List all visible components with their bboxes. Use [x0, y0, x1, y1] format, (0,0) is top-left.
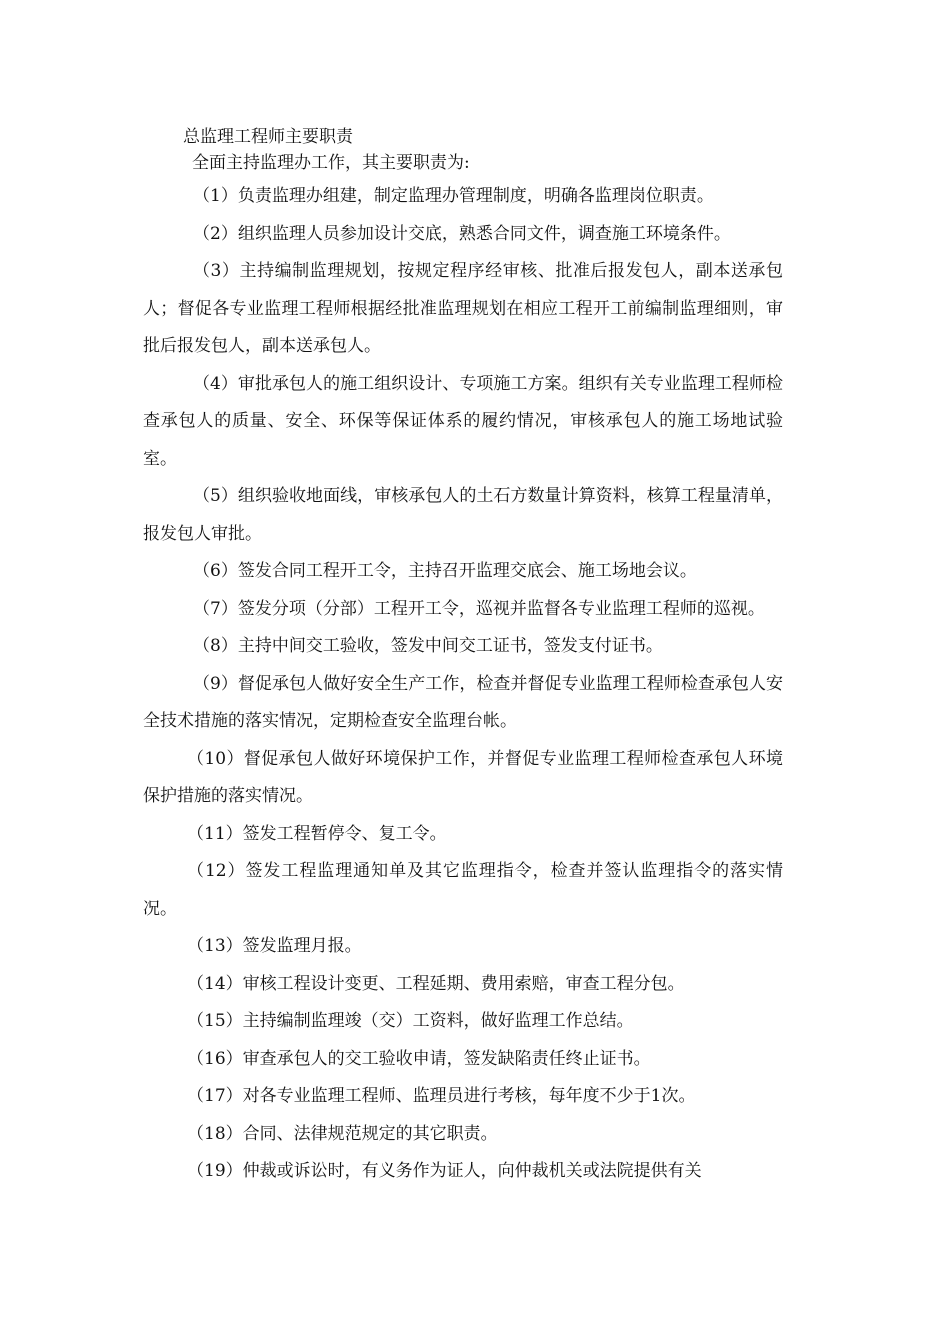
duty-item: （9）督促承包人做好安全生产工作，检查并督促专业监理工程师检查承包人安全技术措施的落实情况，定期检查安全监理台帐。: [143, 673, 783, 731]
duty-item: （7）签发分项（分部）工程开工令，巡视并监督各专业监理工程师的巡视。: [193, 598, 765, 619]
duty-item: （2）组织监理人员参加设计交底，熟悉合同文件，调查施工环境条件。: [193, 223, 731, 244]
duty-item: （10）督促承包人做好环境保护工作，并督促专业监理工程师检查承包人环境保护措施的落实情况。: [143, 748, 783, 806]
duty-item: （17）对各专业监理工程师、监理员进行考核，每年度不少于1次。: [187, 1086, 696, 1106]
duty-item: （16）审查承包人的交工验收申请，签发缺陷责任终止证书。: [187, 1048, 651, 1069]
duty-item: （12）签发工程监理通知单及其它监理指令，检查并签认监理指令的落实情况。: [143, 861, 783, 919]
duty-item: （8）主持中间交工验收，签发中间交工证书，签发支付证书。: [193, 636, 663, 656]
duty-item: （5）组织验收地面线，审核承包人的土石方数量计算资料，核算工程量清单，报发包人审批。: [143, 486, 783, 544]
duty-item: （1）负责监理办组建，制定监理办管理制度，明确各监理岗位职责。: [193, 186, 714, 206]
duty-item: （15）主持编制监理竣（交）工资料，做好监理工作总结。: [187, 1011, 634, 1031]
duty-item: （3）主持编制监理规划，按规定程序经审核、批准后报发包人，副本送承包人；督促各专业监理工程师根据经批准监理规划在相应工程开工前编制监理细则，审批后报发包人，副本送承包人。: [143, 261, 783, 356]
duty-item: （18）合同、法律规范规定的其它职责。: [187, 1123, 498, 1144]
duty-item: （6）签发合同工程开工令，主持召开监理交底会、施工场地会议。: [193, 561, 697, 581]
duty-item: （4）审批承包人的施工组织设计、专项施工方案。组织有关专业监理工程师检查承包人的质量、安全、环保等保证体系的履约情况，审核承包人的施工场地试验室。: [143, 373, 783, 469]
duty-item: （14）审核工程设计变更、工程延期、费用索赔，审查工程分包。: [187, 973, 685, 994]
duties-list: [143, 178, 783, 1191]
duty-item: （19）仲裁或诉讼时，有义务作为证人，向仲裁机关或法院提供有关: [187, 1161, 702, 1181]
duty-item: （11）签发工程暂停令、复工令。: [187, 823, 447, 844]
intro-paragraph: 全面主持监理办工作，其主要职责为:: [192, 153, 470, 173]
duty-item: （13）签发监理月报。: [187, 936, 362, 956]
document-title: 总监理工程师主要职责: [183, 127, 353, 147]
